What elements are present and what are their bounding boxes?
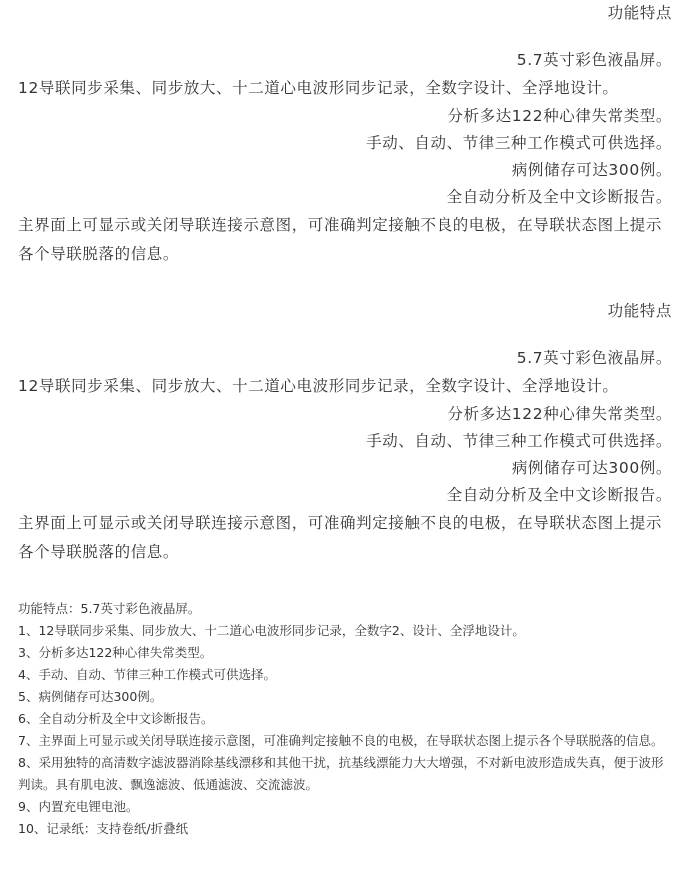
list-item: 9、内置充电锂电池。: [18, 799, 139, 814]
spacer: [0, 27, 688, 47]
feature-screen: 5.7英寸彩色液晶屏。: [516, 349, 672, 367]
feature-leads: 主界面上可显示或关闭导联连接示意图，可准确判定接触不良的电极，在导联状态图上提示各个导联脱落的信息。: [18, 216, 663, 263]
feature-analysis: 分析多达122种心律失常类型。: [447, 405, 672, 423]
feature-section-1: [0, 0, 688, 269]
list-item: 4、手动、自动、节律三种工作模式可供选择。: [18, 667, 276, 682]
list-item: 5、病例储存可达300例。: [18, 689, 163, 704]
list-item: 7、主界面上可显示或关闭导联连接示意图，可准确判定接触不良的电极，在导联状态图上提示各个导联脱落的信息。: [18, 733, 664, 748]
feature-section-2: [0, 298, 688, 567]
feature-storage: 病例储存可达300例。: [511, 459, 672, 477]
feature-report: 全自动分析及全中文诊断报告。: [446, 486, 672, 504]
list-item: 10、记录纸：支持卷纸/折叠纸: [18, 821, 189, 836]
feature-report: 全自动分析及全中文诊断报告。: [446, 188, 672, 206]
feature-analysis: 分析多达122种心律失常类型。: [447, 107, 672, 125]
spacer: [0, 325, 688, 345]
feature-list: [0, 598, 688, 840]
feature-screen: 5.7英寸彩色液晶屏。: [516, 51, 672, 69]
feature-modes: 手动、自动、节律三种工作模式可供选择。: [366, 432, 672, 450]
feature-storage: 病例储存可达300例。: [511, 161, 672, 179]
section-heading: 功能特点: [607, 4, 672, 22]
list-item: 6、全自动分析及全中文诊断报告。: [18, 711, 214, 726]
list-intro: 功能特点：5.7英寸彩色液晶屏。: [18, 601, 201, 616]
feature-sync: 12导联同步采集、同步放大、十二道心电波形同步记录，全数字设计、全浮地设计。: [18, 79, 619, 97]
list-item: 1、12导联同步采集、同步放大、十二道心电波形同步记录，全数字2、设计、全浮地设计。: [18, 623, 525, 638]
feature-modes: 手动、自动、节律三种工作模式可供选择。: [366, 134, 672, 152]
section-heading: 功能特点: [607, 302, 672, 320]
feature-leads: 主界面上可显示或关闭导联连接示意图，可准确判定接触不良的电极，在导联状态图上提示各个导联脱落的信息。: [18, 514, 663, 561]
feature-sync: 12导联同步采集、同步放大、十二道心电波形同步记录，全数字设计、全浮地设计。: [18, 377, 619, 395]
list-item: 3、分析多达122种心律失常类型。: [18, 645, 213, 660]
list-item: 8、采用独特的高清数字滤波器消除基线漂移和其他干扰，抗基线漂能力大大增强，不对新电波形造成失真，便于波形判读。具有肌电波、飘逸滤波、低通滤波、交流滤波。: [18, 755, 664, 792]
